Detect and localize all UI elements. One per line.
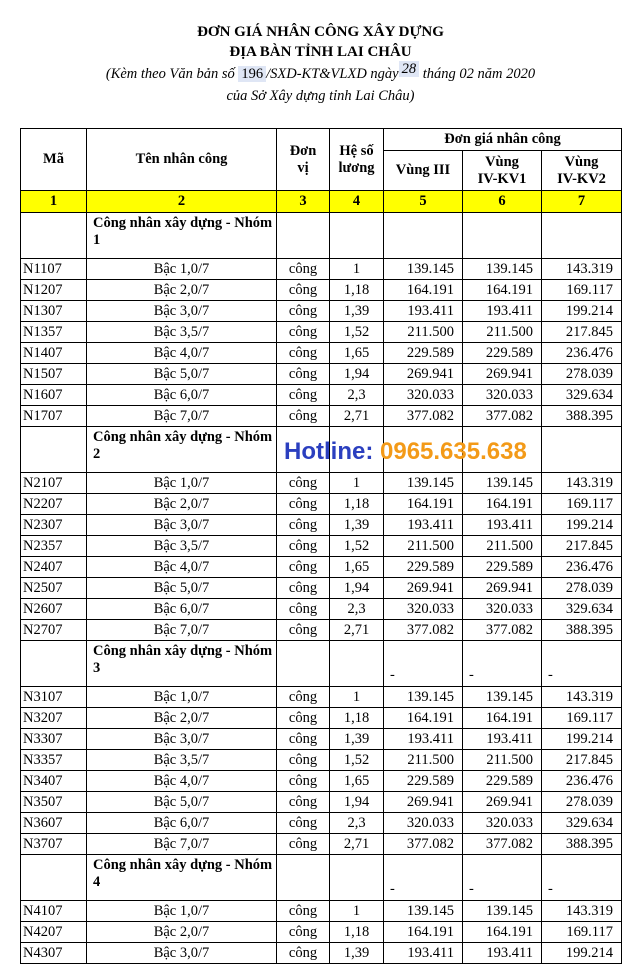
name-cell: Bậc 2,0/7 — [87, 280, 277, 301]
region-4-kv2-price: 143.319 — [542, 901, 622, 922]
region-4-kv2-price: 236.476 — [542, 557, 622, 578]
empty-cell — [330, 855, 384, 901]
region-4-kv1-price: 211.500 — [463, 750, 542, 771]
name-cell: Bậc 4,0/7 — [87, 343, 277, 364]
group-dash: - — [384, 855, 463, 901]
region-3-price: 164.191 — [384, 280, 463, 301]
region-4-kv1-price: 269.941 — [463, 364, 542, 385]
day-field[interactable]: 28 — [399, 61, 420, 77]
subtitle-suffix: tháng 02 năm 2020 — [422, 66, 536, 82]
region-3-price: 164.191 — [384, 922, 463, 943]
coef-cell: 1,39 — [330, 729, 384, 750]
code-cell: N2507 — [21, 578, 87, 599]
title-line-1: ĐƠN GIÁ NHÂN CÔNG XÂY DỰNG — [197, 24, 444, 40]
name-cell: Bậc 3,0/7 — [87, 943, 277, 964]
table-row — [21, 385, 622, 406]
coef-cell: 1,39 — [330, 515, 384, 536]
table-row — [21, 813, 622, 834]
unit-cell: công — [277, 620, 330, 641]
coef-cell: 1,18 — [330, 708, 384, 729]
region-3-price: 139.145 — [384, 259, 463, 280]
region-3-price: 139.145 — [384, 901, 463, 922]
name-cell: Bậc 1,0/7 — [87, 687, 277, 708]
code-cell: N3707 — [21, 834, 87, 855]
empty-cell — [330, 213, 384, 259]
unit-cell: công — [277, 536, 330, 557]
code-cell: N3107 — [21, 687, 87, 708]
code-cell: N1307 — [21, 301, 87, 322]
region-4-kv1-price: 164.191 — [463, 922, 542, 943]
title-line-2: ĐỊA BÀN TỈNH LAI CHÂU — [229, 44, 412, 60]
empty-cell — [277, 855, 330, 901]
region-4-kv2-price: 329.634 — [542, 599, 622, 620]
table-row — [21, 557, 622, 578]
coef-cell: 1,65 — [330, 343, 384, 364]
group-dash — [384, 213, 463, 259]
code-cell: N1707 — [21, 406, 87, 427]
table-row — [21, 729, 622, 750]
header-unit-text: Đơn vị — [289, 142, 317, 176]
col-number: 3 — [277, 191, 330, 213]
region-4-kv2-price: 143.319 — [542, 259, 622, 280]
table-row — [21, 708, 622, 729]
region-4-kv2-price: 169.117 — [542, 494, 622, 515]
unit-cell: công — [277, 301, 330, 322]
table-row — [21, 834, 622, 855]
region-4-kv1-price: 211.500 — [463, 322, 542, 343]
coef-cell: 1,18 — [330, 494, 384, 515]
name-cell: Bậc 3,5/7 — [87, 322, 277, 343]
column-number-row — [21, 191, 622, 213]
region-4-kv2-price: 388.395 — [542, 834, 622, 855]
coef-cell: 1,39 — [330, 301, 384, 322]
region-4-kv1-price: 320.033 — [463, 813, 542, 834]
code-cell: N1507 — [21, 364, 87, 385]
unit-cell: công — [277, 494, 330, 515]
code-cell: N2407 — [21, 557, 87, 578]
region-3-price: 211.500 — [384, 322, 463, 343]
code-cell: N1107 — [21, 259, 87, 280]
region-3-price: 320.033 — [384, 599, 463, 620]
region-4-kv2-price: 388.395 — [542, 620, 622, 641]
code-cell: N4207 — [21, 922, 87, 943]
coef-cell: 2,71 — [330, 620, 384, 641]
col-number: 7 — [542, 191, 622, 213]
region-4-kv2-price: 217.845 — [542, 750, 622, 771]
table-row — [21, 301, 622, 322]
code-cell: N2707 — [21, 620, 87, 641]
name-cell: Bậc 6,0/7 — [87, 813, 277, 834]
region-4-kv1-price: 139.145 — [463, 687, 542, 708]
table-row — [21, 578, 622, 599]
table-body — [21, 213, 622, 964]
name-cell: Bậc 2,0/7 — [87, 494, 277, 515]
table-row — [21, 494, 622, 515]
unit-cell: công — [277, 834, 330, 855]
name-cell: Bậc 5,0/7 — [87, 364, 277, 385]
group-dash: - — [384, 641, 463, 687]
hotline-phone[interactable]: 0965.635.638 — [380, 438, 527, 465]
col-number: 2 — [87, 191, 277, 213]
table-row — [21, 792, 622, 813]
table-row — [21, 901, 622, 922]
region-3-price: 377.082 — [384, 834, 463, 855]
header-unit — [277, 129, 330, 191]
region-4-kv2-price: 169.117 — [542, 922, 622, 943]
region-4-kv2-price: 199.214 — [542, 943, 622, 964]
region-3-price: 229.589 — [384, 557, 463, 578]
unit-cell: công — [277, 364, 330, 385]
region-4-kv2-price: 388.395 — [542, 406, 622, 427]
name-cell: Bậc 7,0/7 — [87, 620, 277, 641]
region-4-kv2-price: 278.039 — [542, 578, 622, 599]
table-row — [21, 515, 622, 536]
doc-number-field[interactable]: 196 — [238, 66, 266, 82]
table-row — [21, 280, 622, 301]
region-4-kv2-price: 236.476 — [542, 771, 622, 792]
region-4-kv1-price: 193.411 — [463, 301, 542, 322]
name-cell: Bậc 7,0/7 — [87, 834, 277, 855]
col-number: 4 — [330, 191, 384, 213]
group-dash: - — [463, 855, 542, 901]
header-region-3: Vùng III — [384, 151, 463, 191]
group-title: Công nhân xây dựng - Nhóm 2 — [87, 427, 277, 473]
region-4-kv1-price: 320.033 — [463, 599, 542, 620]
coef-cell: 1,94 — [330, 792, 384, 813]
region-3-price: 269.941 — [384, 578, 463, 599]
table-row — [21, 322, 622, 343]
table-row — [21, 922, 622, 943]
unit-cell: công — [277, 515, 330, 536]
name-cell: Bậc 7,0/7 — [87, 406, 277, 427]
unit-cell: công — [277, 813, 330, 834]
region-4-kv1-price: 193.411 — [463, 515, 542, 536]
table-row — [21, 259, 622, 280]
coef-cell: 2,3 — [330, 599, 384, 620]
group-title: Công nhân xây dựng - Nhóm 3 — [87, 641, 277, 687]
group-dash — [542, 427, 622, 473]
subtitle-line-1 — [0, 61, 641, 83]
empty-cell — [21, 641, 87, 687]
labor-price-table — [20, 128, 622, 964]
header-region-4-kv1-text: Vùng IV-KV1 — [477, 153, 527, 187]
name-cell: Bậc 6,0/7 — [87, 599, 277, 620]
region-3-price: 211.500 — [384, 750, 463, 771]
region-4-kv2-price: 329.634 — [542, 813, 622, 834]
header-price-group: Đơn giá nhân công — [384, 129, 622, 151]
unit-cell: công — [277, 901, 330, 922]
region-3-price: 139.145 — [384, 687, 463, 708]
hotline-watermark — [284, 438, 527, 466]
region-4-kv1-price: 269.941 — [463, 578, 542, 599]
header-coef — [330, 129, 384, 191]
empty-cell — [277, 641, 330, 687]
table-row — [21, 406, 622, 427]
region-4-kv1-price: 139.145 — [463, 901, 542, 922]
coef-cell: 2,3 — [330, 385, 384, 406]
unit-cell: công — [277, 922, 330, 943]
region-4-kv1-price: 229.589 — [463, 771, 542, 792]
region-4-kv2-price: 278.039 — [542, 792, 622, 813]
group-row — [21, 855, 622, 901]
unit-cell: công — [277, 578, 330, 599]
code-cell: N1407 — [21, 343, 87, 364]
unit-cell: công — [277, 771, 330, 792]
name-cell: Bậc 6,0/7 — [87, 385, 277, 406]
code-cell: N4107 — [21, 901, 87, 922]
region-3-price: 229.589 — [384, 343, 463, 364]
coef-cell: 1 — [330, 473, 384, 494]
region-4-kv1-price: 229.589 — [463, 343, 542, 364]
col-number: 5 — [384, 191, 463, 213]
region-3-price: 193.411 — [384, 515, 463, 536]
region-3-price: 320.033 — [384, 813, 463, 834]
name-cell: Bậc 5,0/7 — [87, 578, 277, 599]
group-row — [21, 213, 622, 259]
unit-cell: công — [277, 792, 330, 813]
unit-cell: công — [277, 943, 330, 964]
coef-cell: 1 — [330, 687, 384, 708]
table-row — [21, 771, 622, 792]
coef-cell: 1,52 — [330, 750, 384, 771]
code-cell: N1357 — [21, 322, 87, 343]
region-4-kv2-price: 329.634 — [542, 385, 622, 406]
unit-cell: công — [277, 322, 330, 343]
name-cell: Bậc 4,0/7 — [87, 771, 277, 792]
group-dash: - — [463, 641, 542, 687]
header-region-4-kv2-text: Vùng IV-KV2 — [557, 153, 606, 187]
header-coef-text: Hệ số lương — [338, 142, 375, 176]
region-3-price: 193.411 — [384, 943, 463, 964]
region-4-kv1-price: 193.411 — [463, 729, 542, 750]
region-4-kv2-price: 169.117 — [542, 708, 622, 729]
region-4-kv1-price: 377.082 — [463, 834, 542, 855]
code-cell: N2207 — [21, 494, 87, 515]
table-row — [21, 536, 622, 557]
coef-cell: 1,94 — [330, 578, 384, 599]
code-cell: N2357 — [21, 536, 87, 557]
name-cell: Bậc 1,0/7 — [87, 901, 277, 922]
group-dash: - — [542, 641, 622, 687]
empty-cell — [330, 641, 384, 687]
region-3-price: 269.941 — [384, 364, 463, 385]
unit-cell: công — [277, 729, 330, 750]
group-title: Công nhân xây dựng - Nhóm 1 — [87, 213, 277, 259]
code-cell: N2107 — [21, 473, 87, 494]
region-4-kv1-price: 139.145 — [463, 473, 542, 494]
unit-cell: công — [277, 343, 330, 364]
table-row — [21, 750, 622, 771]
name-cell: Bậc 5,0/7 — [87, 792, 277, 813]
coef-cell: 1,39 — [330, 943, 384, 964]
coef-cell: 1,65 — [330, 771, 384, 792]
region-4-kv1-price: 377.082 — [463, 406, 542, 427]
code-cell: N3507 — [21, 792, 87, 813]
header-region-4-kv1 — [463, 151, 542, 191]
region-3-price: 193.411 — [384, 729, 463, 750]
code-cell: N3607 — [21, 813, 87, 834]
table-row — [21, 364, 622, 385]
group-dash: - — [542, 855, 622, 901]
unit-cell: công — [277, 473, 330, 494]
col-number: 6 — [463, 191, 542, 213]
region-4-kv1-price: 164.191 — [463, 708, 542, 729]
coef-cell: 1,65 — [330, 557, 384, 578]
region-4-kv2-price: 278.039 — [542, 364, 622, 385]
region-4-kv2-price: 236.476 — [542, 343, 622, 364]
code-cell: N2307 — [21, 515, 87, 536]
empty-cell — [277, 213, 330, 259]
coef-cell: 2,71 — [330, 406, 384, 427]
region-3-price: 164.191 — [384, 494, 463, 515]
code-cell: N3357 — [21, 750, 87, 771]
region-4-kv2-price: 199.214 — [542, 515, 622, 536]
name-cell: Bậc 3,5/7 — [87, 536, 277, 557]
table-row — [21, 473, 622, 494]
unit-cell: công — [277, 750, 330, 771]
group-dash — [463, 213, 542, 259]
table-row — [21, 599, 622, 620]
empty-cell — [21, 427, 87, 473]
table-row — [21, 687, 622, 708]
empty-cell — [21, 213, 87, 259]
code-cell: N4307 — [21, 943, 87, 964]
region-4-kv2-price: 169.117 — [542, 280, 622, 301]
region-4-kv2-price: 143.319 — [542, 473, 622, 494]
region-3-price: 164.191 — [384, 708, 463, 729]
region-4-kv2-price: 199.214 — [542, 301, 622, 322]
region-3-price: 139.145 — [384, 473, 463, 494]
region-3-price: 229.589 — [384, 771, 463, 792]
name-cell: Bậc 3,0/7 — [87, 301, 277, 322]
unit-cell: công — [277, 385, 330, 406]
name-cell: Bậc 3,5/7 — [87, 750, 277, 771]
unit-cell: công — [277, 708, 330, 729]
code-cell: N3207 — [21, 708, 87, 729]
code-cell: N3407 — [21, 771, 87, 792]
name-cell: Bậc 2,0/7 — [87, 708, 277, 729]
hotline-label: Hotline: — [284, 438, 374, 465]
region-3-price: 320.033 — [384, 385, 463, 406]
unit-cell: công — [277, 557, 330, 578]
region-4-kv1-price: 164.191 — [463, 280, 542, 301]
code-cell: N1607 — [21, 385, 87, 406]
region-3-price: 269.941 — [384, 792, 463, 813]
table-row — [21, 343, 622, 364]
group-dash — [542, 213, 622, 259]
subtitle-mid: /SXD-KT&VLXD ngày — [266, 66, 399, 82]
group-title: Công nhân xây dựng - Nhóm 4 — [87, 855, 277, 901]
code-cell: N1207 — [21, 280, 87, 301]
region-4-kv2-price: 217.845 — [542, 536, 622, 557]
code-cell: N2607 — [21, 599, 87, 620]
region-4-kv1-price: 211.500 — [463, 536, 542, 557]
unit-cell: công — [277, 406, 330, 427]
coef-cell: 1,18 — [330, 280, 384, 301]
name-cell: Bậc 3,0/7 — [87, 729, 277, 750]
region-3-price: 377.082 — [384, 406, 463, 427]
name-cell: Bậc 4,0/7 — [87, 557, 277, 578]
region-3-price: 211.500 — [384, 536, 463, 557]
name-cell: Bậc 1,0/7 — [87, 259, 277, 280]
header-code: Mã — [21, 129, 87, 191]
region-4-kv2-price: 199.214 — [542, 729, 622, 750]
unit-cell: công — [277, 599, 330, 620]
region-4-kv1-price: 377.082 — [463, 620, 542, 641]
header-region-4-kv2 — [542, 151, 622, 191]
coef-cell: 1 — [330, 901, 384, 922]
name-cell: Bậc 1,0/7 — [87, 473, 277, 494]
region-3-price: 377.082 — [384, 620, 463, 641]
subtitle-line-2: của Sở Xây dựng tỉnh Lai Châu) — [226, 88, 415, 104]
table-row — [21, 620, 622, 641]
coef-cell: 1,18 — [330, 922, 384, 943]
code-cell: N3307 — [21, 729, 87, 750]
col-number: 1 — [21, 191, 87, 213]
region-4-kv1-price: 139.145 — [463, 259, 542, 280]
region-4-kv2-price: 143.319 — [542, 687, 622, 708]
coef-cell: 2,3 — [330, 813, 384, 834]
table-row — [21, 943, 622, 964]
region-4-kv1-price: 164.191 — [463, 494, 542, 515]
region-3-price: 193.411 — [384, 301, 463, 322]
region-4-kv1-price: 229.589 — [463, 557, 542, 578]
name-cell: Bậc 3,0/7 — [87, 515, 277, 536]
subtitle-prefix: (Kèm theo Văn bản số — [105, 66, 235, 82]
region-4-kv2-price: 217.845 — [542, 322, 622, 343]
unit-cell: công — [277, 280, 330, 301]
empty-cell — [21, 855, 87, 901]
unit-cell: công — [277, 687, 330, 708]
header-name: Tên nhân công — [87, 129, 277, 191]
group-row — [21, 641, 622, 687]
coef-cell: 1,52 — [330, 536, 384, 557]
coef-cell: 2,71 — [330, 834, 384, 855]
region-4-kv1-price: 193.411 — [463, 943, 542, 964]
region-4-kv1-price: 320.033 — [463, 385, 542, 406]
unit-cell: công — [277, 259, 330, 280]
region-4-kv1-price: 269.941 — [463, 792, 542, 813]
coef-cell: 1,52 — [330, 322, 384, 343]
coef-cell: 1 — [330, 259, 384, 280]
name-cell: Bậc 2,0/7 — [87, 922, 277, 943]
coef-cell: 1,94 — [330, 364, 384, 385]
